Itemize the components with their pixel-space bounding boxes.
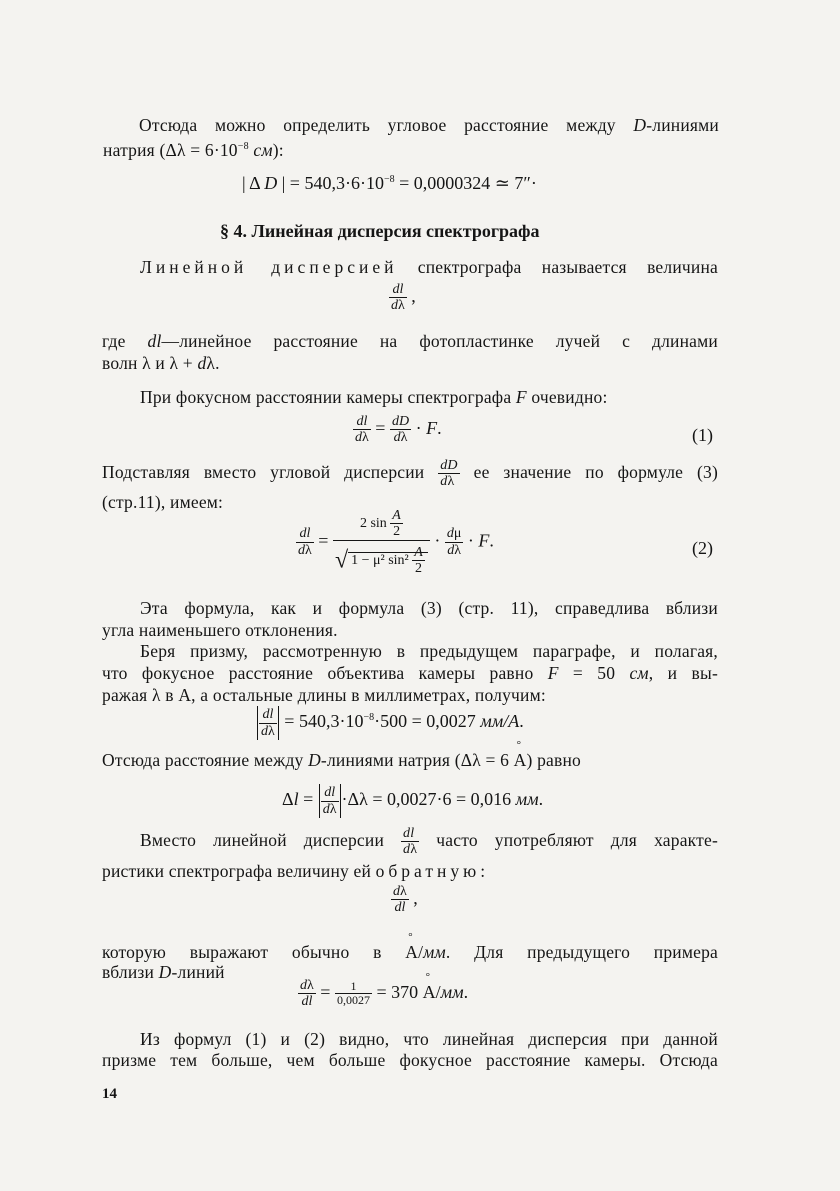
paragraph-line: (стр.11), имеем: [102, 492, 224, 512]
fraction-dl-dlambda: $\frac{dl}{d\lambda}$ , [391, 282, 416, 314]
paragraph-line: где dl—линейное расстояние на фотопластинке лучей с длинами [102, 331, 718, 351]
equation-linear-dispersion: $\frac{dl}{d\lambda}$ = $540,3\cdot 10^{-8}\cdot 500 = 0,0027$ мм/А. [256, 706, 524, 740]
paragraph-line: При фокусном расстоянии камеры спектрографа F очевидно: [140, 387, 608, 407]
equation-delta-D: | Δ D | = $540,3\cdot 6\cdot 10^{-8} = 0,0000324$ ≃ 7″· [242, 173, 537, 193]
equation-1-number: (1) [692, 425, 713, 445]
paragraph-line: ристики спектрографа величину ей обратную: [102, 861, 486, 881]
paragraph-line: призме тем больше, чем больше фокусное расстояние камеры. Отсюда [102, 1050, 718, 1070]
equation-2-number: (2) [692, 538, 713, 558]
paragraph-line: Вместо линейной дисперсии $\frac{dl}{d\lambda}$ часто употребляют для характе- [140, 826, 718, 858]
fraction-dlambda-dl: $\frac{d\lambda}{dl}$ , [393, 884, 418, 916]
paragraph-line: Линейной дисперсией спектрографа называется величина [140, 257, 718, 277]
equation-1: $\frac{dl}{d\lambda}$ = $\frac{dD}{d\lambda}$ · F. [355, 414, 442, 446]
equation-2: $\frac{dl}{d\lambda}$ = 2 sin $\frac{A}{2}$ √ 1 − μ² sin² $\frac{A}{2}$ · $\frac{d\mu}{d\lambda}$ · F. [298, 508, 494, 577]
paragraph-line: натрия ($\Delta\lambda = 6\cdot 10^{-8}$ см): [103, 140, 284, 160]
paragraph-line: Отсюда расстояние между D-линиями натрия (Δλ = 6 ° A) равно [102, 750, 718, 771]
page-number: 14 [102, 1086, 117, 1102]
paragraph-line: Отсюда можно определить угловое расстояние между D-линиями [139, 115, 719, 135]
paragraph-line: Из формул (1) и (2) видно, что линейная дисперсия при данной [140, 1029, 718, 1049]
paragraph-line: угла наименьшего отклонения. [102, 620, 338, 640]
paragraph-line: Подставляя вместо угловой дисперсии $\frac{dD}{d\lambda}$ ее значение по формуле (3) [102, 458, 719, 490]
paragraph-line: вблизи D-линий [102, 962, 225, 982]
paragraph-line: Беря призму, рассмотренную в предыдущем параграфе, и полагая, [140, 641, 718, 661]
paragraph-line: ражая λ в ° A, а остальные длины в миллиметрах, получим: [102, 685, 546, 706]
paragraph-line: которую выражают обычно в ° A/мм. Для предыдущего примера [102, 942, 718, 963]
paragraph-line: Эта формула, как и формула (3) (стр. 11), справедлива вблизи [140, 598, 718, 618]
section-title: § 4. Линейная дисперсия спектрографа [220, 221, 540, 241]
paragraph-line: волн λ и λ + dλ. [102, 353, 220, 373]
paragraph-line: что фокусное расстояние объектива камеры равно F = 50 см, и вы- [102, 663, 718, 683]
equation-delta-l: Δl = $\frac{dl}{d\lambda}$ ·Δλ = 0,0027·6 = 0,016 мм. [282, 785, 544, 817]
definition-term: Линейной дисперсией [140, 257, 398, 277]
equation-inverse-dispersion: $\frac{d\lambda}{dl}$ = $\frac{1}{0,0027}$ = 370 ° A/мм. [298, 978, 468, 1010]
